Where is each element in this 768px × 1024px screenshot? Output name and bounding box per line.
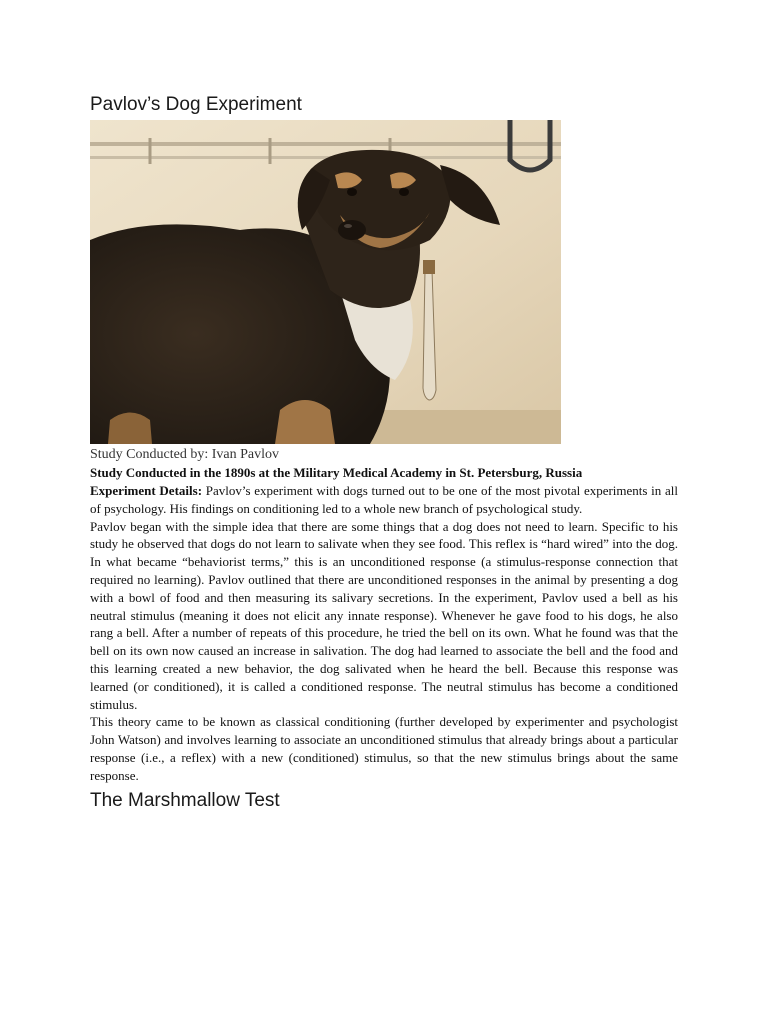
paragraph-unconditioned-response: Pavlov began with the simple idea that there are some things that a dog does not need to learn. Specific to his study he observed that dogs do not learn to salivate when they see food. This reflex is “hard wired” into the dog. In what became “behaviorist terms,” this is an unconditioned response (a stimulus-response connection that required no learning). Pavlov outlined that there are unconditioned responses in the animal by presenting a dog with a bowl of food and then measuring its salivary secretions. In the experiment, Pavlov used a bell as his neutral stimulus (meaning it does not elicit any innate response). Whenever he gave food to his dogs, he also rang a bell. After a number of repeats of this procedure, he tried the bell on its own. What he found was that the bell on its own now caused an increase in salivation. The dog had learned to associate the bell and the food and this learning created a new behavior, the dog salivated when he heard the bell. Because this response was learned (or conditioned), it is called a conditioned response. The neutral stimulus has become a conditioned stimulus. [90, 518, 678, 712]
experiment-details-paragraph [90, 482, 678, 518]
section-heading-marshmallow: The Marshmallow Test [90, 789, 280, 811]
study-byline: Study Conducted by: Ivan Pavlov [90, 447, 279, 462]
details-label: Experiment Details: [90, 483, 203, 498]
document-page [90, 92, 678, 815]
dog-photo [90, 120, 561, 444]
details-text: Pavlov’s experiment with dogs turned out to be one of the most pivotal experiments in all of psychology. His findings on conditioning led to a whole new branch of psychological study. [90, 483, 678, 516]
page-title: Pavlov’s Dog Experiment [90, 94, 302, 115]
paragraph-classical-conditioning: This theory came to be known as classical conditioning (further developed by experimenter and psychologist John Watson) and involves learning to associate an unconditioned stimulus that already brings about a particular response (i.e., a reflex) with a new (conditioned) stimulus, so that the new stimulus brings about the same response. [90, 714, 678, 783]
study-info: Study Conducted in the 1890s at the Military Medical Academy in St. Petersburg, Russia [90, 465, 583, 480]
